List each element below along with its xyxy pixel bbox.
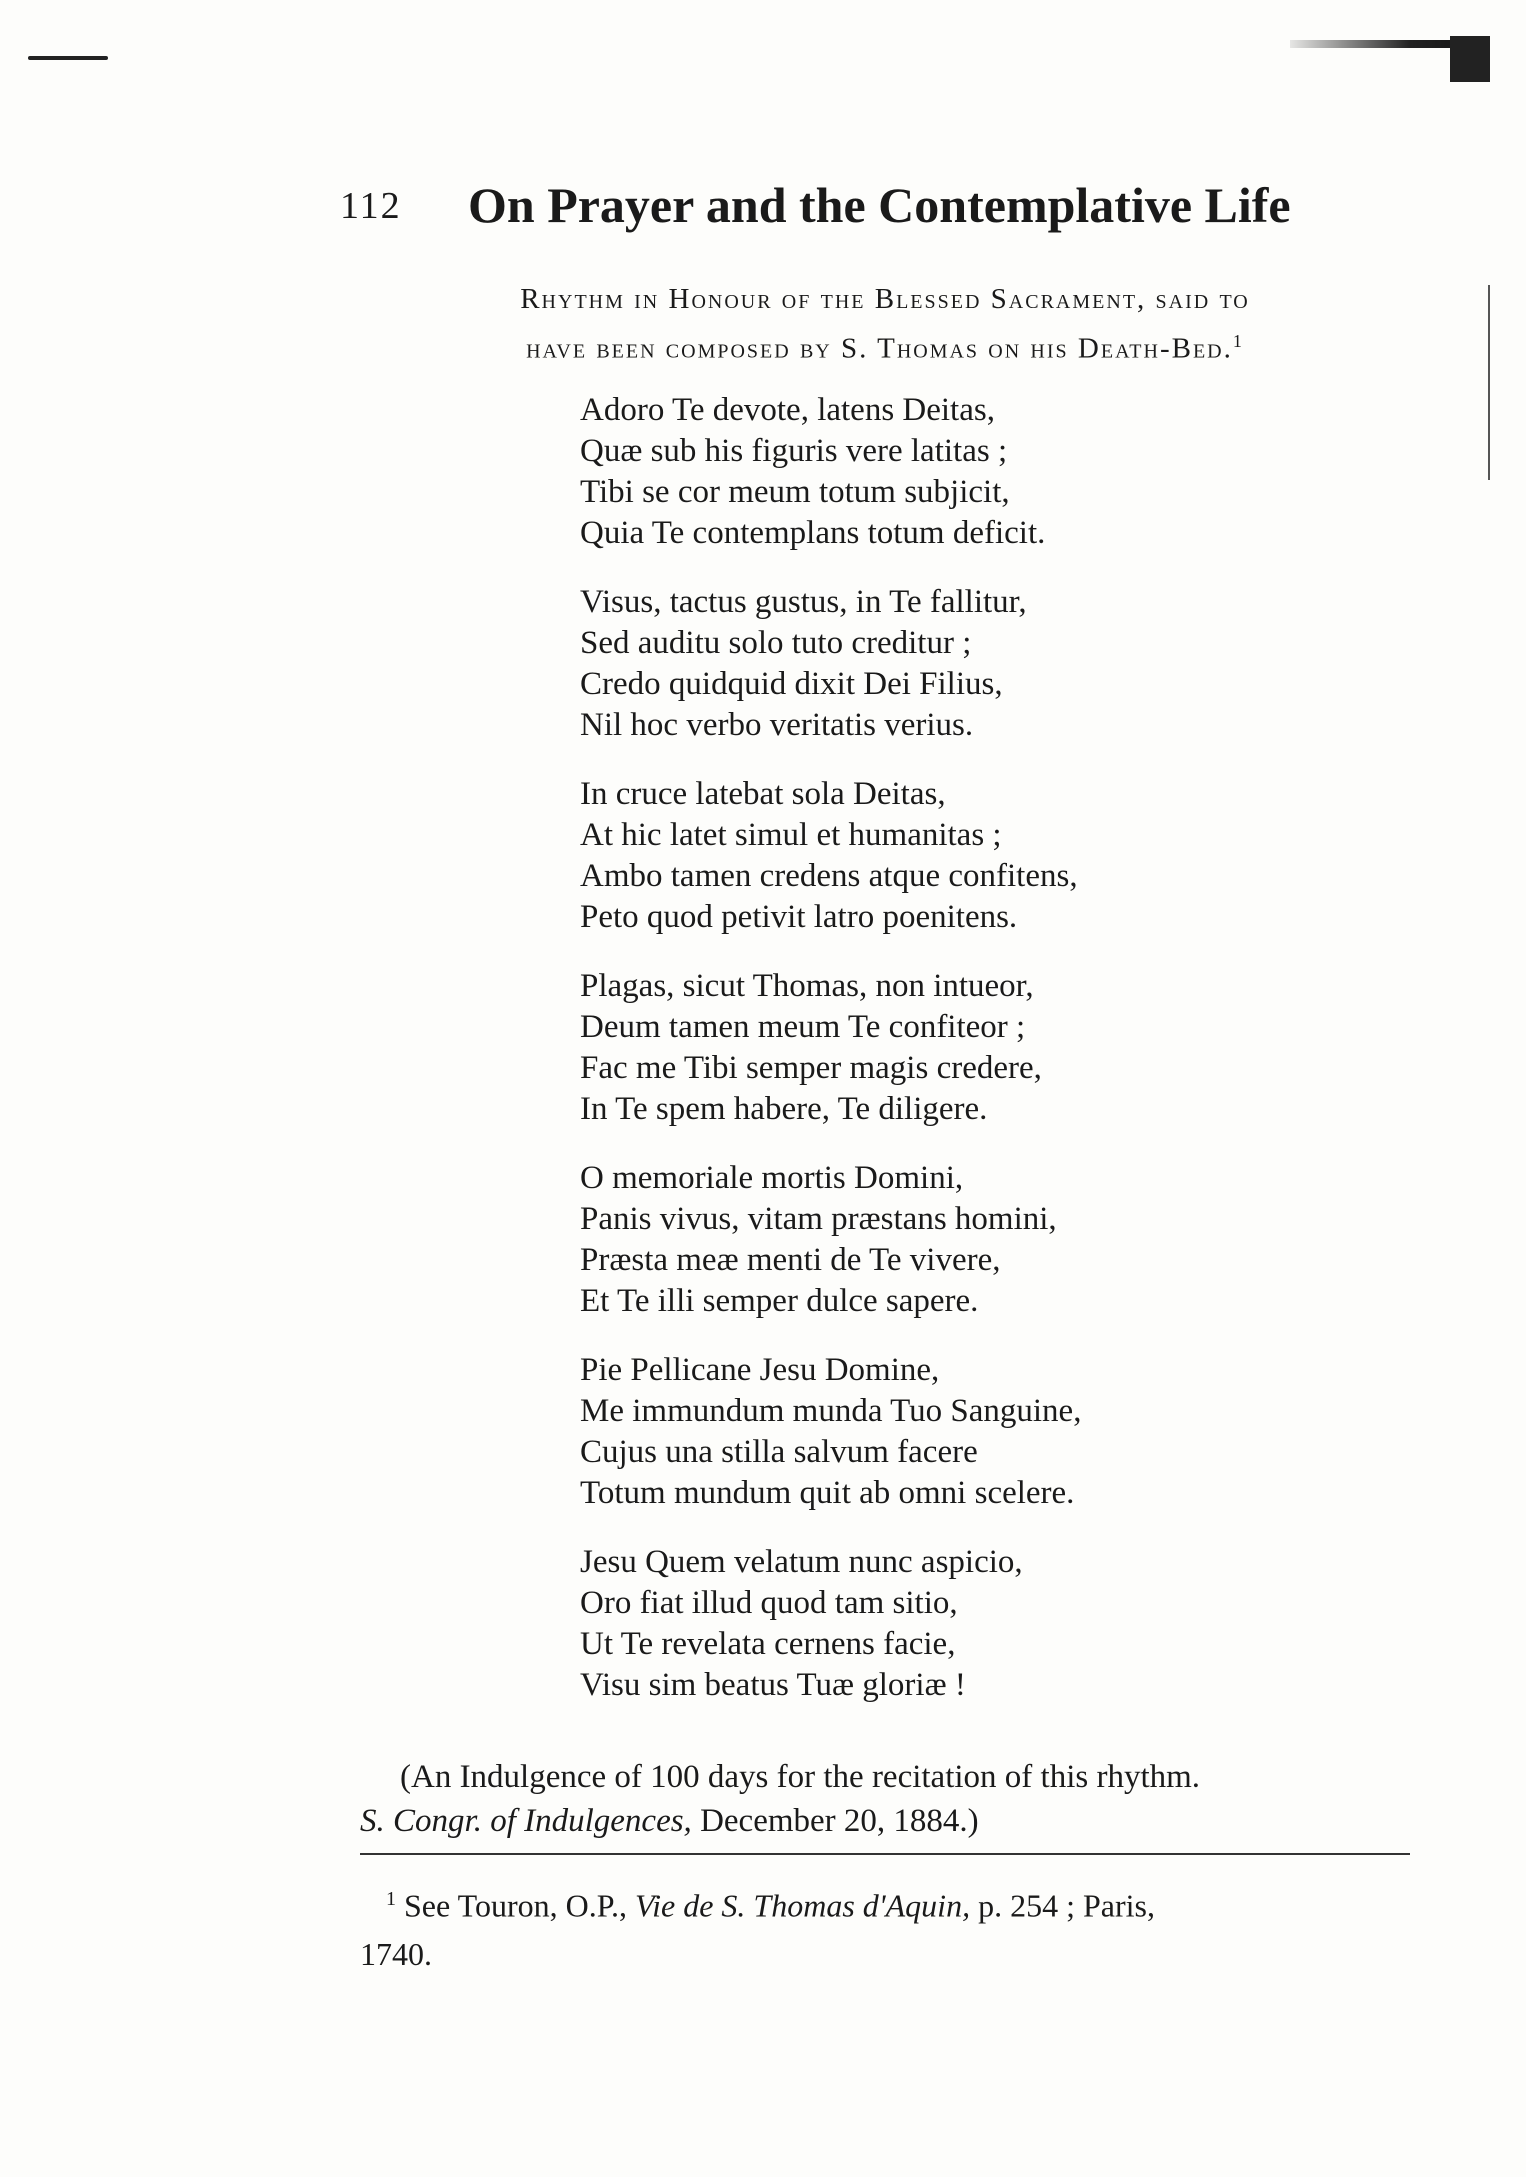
verse-line: Fac me Tibi semper magis credere, xyxy=(580,1050,1042,1086)
heading-line-1: Rhythm in Honour of the Blessed Sacrament, said to xyxy=(520,283,1250,315)
indulgence-note xyxy=(360,1755,1420,1843)
page-header xyxy=(340,176,1370,246)
footnote-rule xyxy=(360,1853,1410,1855)
footnote-text-before: See Touron, O.P., xyxy=(396,1887,635,1924)
scan-artifact-left xyxy=(28,56,108,60)
verse-line: Peto quod petivit latro poenitens. xyxy=(580,899,1018,935)
verse-line: Plagas, sicut Thomas, non intueor, xyxy=(580,968,1034,1004)
verse-line: Sed auditu solo tuto creditur ; xyxy=(580,625,972,661)
stanza xyxy=(580,1158,1380,1322)
indulgence-source: S. Congr. of Indulgences, xyxy=(360,1803,692,1839)
footnote-book-title: Vie de S. Thomas d'Aquin, xyxy=(634,1887,971,1924)
section-heading xyxy=(340,278,1430,370)
verse-line: Tibi se cor meum totum subjicit, xyxy=(580,474,1010,510)
verse-line: Jesu Quem velatum nunc aspicio, xyxy=(580,1544,1023,1580)
verse-line: Adoro Te devote, latens Deitas, xyxy=(580,392,995,428)
stanza xyxy=(580,1350,1380,1514)
verse-line: Panis vivus, vitam præstans homini, xyxy=(580,1201,1057,1237)
footnote-text-after: p. 254 ; Paris, xyxy=(970,1887,1155,1924)
page-number: 112 xyxy=(340,185,402,227)
verse-line: Quæ sub his figuris vere latitas ; xyxy=(580,433,1008,469)
poem xyxy=(580,390,1380,1734)
verse-line: Ut Te revelata cernens facie, xyxy=(580,1626,956,1662)
footnote-line-1 xyxy=(360,1875,1420,1930)
footnote-marker: 1 xyxy=(386,1888,396,1910)
verse-line: Oro fiat illud quod tam sitio, xyxy=(580,1585,958,1621)
footnote xyxy=(360,1875,1420,1978)
indulgence-line-2 xyxy=(360,1799,1420,1843)
heading-line-2 xyxy=(340,320,1430,370)
verse-line: Præsta meæ menti de Te vivere, xyxy=(580,1242,1001,1278)
verse-line: Ambo tamen credens atque confitens, xyxy=(580,858,1078,894)
verse-line: In cruce latebat sola Deitas, xyxy=(580,776,946,812)
verse-line: Totum mundum quit ab omni scelere. xyxy=(580,1475,1075,1511)
verse-line: At hic latet simul et humanitas ; xyxy=(580,817,1002,853)
verse-line: Cujus una stilla salvum facere xyxy=(580,1434,978,1470)
stanza xyxy=(580,966,1380,1130)
verse-line: Deum tamen meum Te confiteor ; xyxy=(580,1009,1026,1045)
stanza xyxy=(580,390,1380,554)
verse-line: Credo quidquid dixit Dei Filius, xyxy=(580,666,1003,702)
footnote-line-2: 1740. xyxy=(360,1935,432,1972)
running-title: On Prayer and the Contemplative Life xyxy=(468,177,1291,233)
heading-line-2-text: have been composed by S. Thomas on his Death-Bed. xyxy=(526,332,1233,365)
verse-line: Quia Te contemplans totum deficit. xyxy=(580,515,1046,551)
scan-artifact-edge xyxy=(1488,285,1490,480)
stanza xyxy=(580,1542,1380,1706)
verse-line: Me immundum munda Tuo Sanguine, xyxy=(580,1393,1082,1429)
indulgence-date: December 20, 1884.) xyxy=(691,1803,979,1839)
verse-line: In Te spem habere, Te diligere. xyxy=(580,1091,988,1127)
verse-line: Pie Pellicane Jesu Domine, xyxy=(580,1352,940,1388)
verse-line: O memoriale mortis Domini, xyxy=(580,1160,964,1196)
verse-line: Visus, tactus gustus, in Te fallitur, xyxy=(580,584,1027,620)
indulgence-line-1: (An Indulgence of 100 days for the recitation of this rhythm. xyxy=(400,1759,1201,1795)
stanza xyxy=(580,582,1380,746)
verse-line: Visu sim beatus Tuæ gloriæ ! xyxy=(580,1667,966,1703)
verse-line: Nil hoc verbo veritatis verius. xyxy=(580,707,974,743)
heading-footnote-marker: 1 xyxy=(1232,331,1244,351)
verse-line: Et Te illi semper dulce sapere. xyxy=(580,1283,979,1319)
scan-artifact-corner xyxy=(1450,36,1490,82)
stanza xyxy=(580,774,1380,938)
